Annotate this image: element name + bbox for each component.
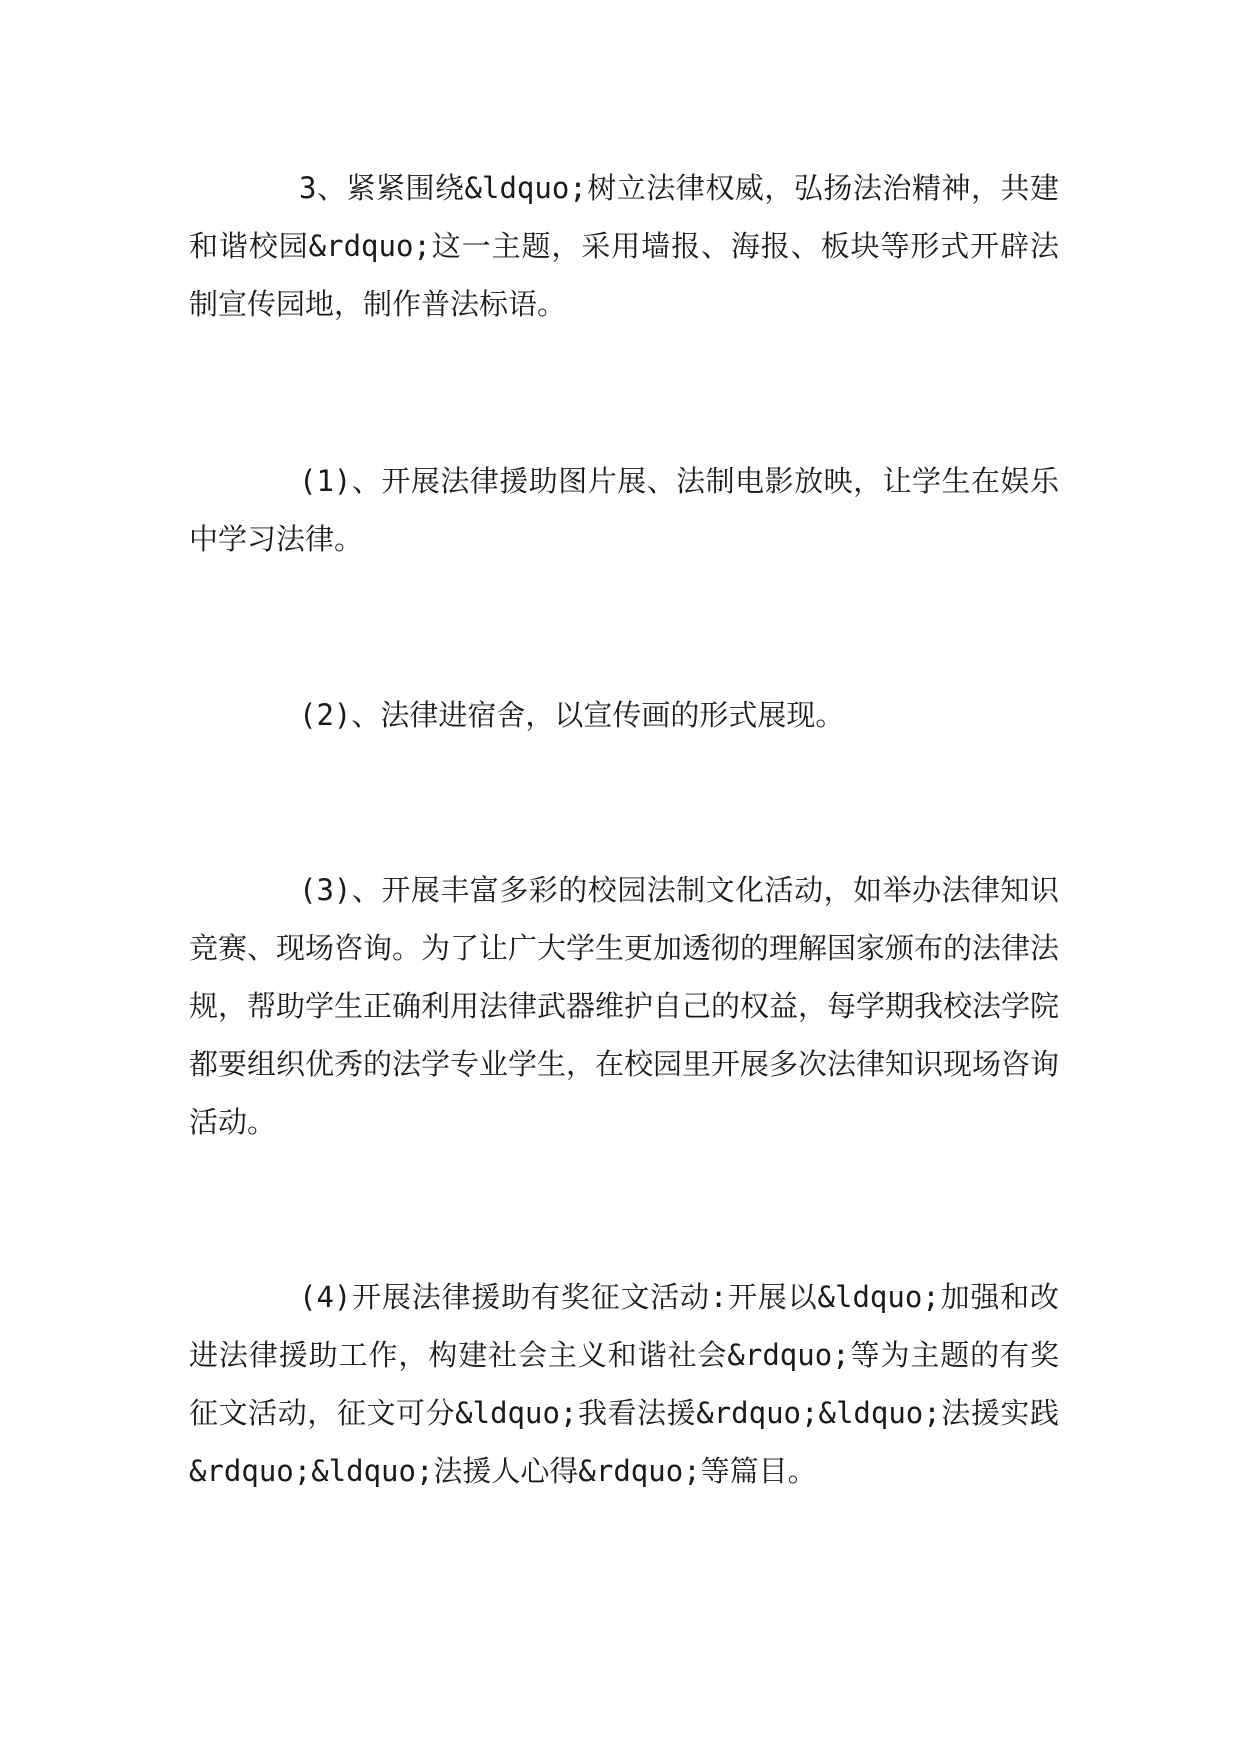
paragraph-item-3: (3)、开展丰富多彩的校园法制文化活动，如举办法律知识竞赛、现场咨询。为了让广大学生更加透彻的理解国家颁布的法律法规，帮助学生正确利用法律武器维护自己的权益，每学期我校法学院都要组织优秀的法学专业学生，在校园里开展多次法律知识现场咨询活动。 [189,873,1060,1139]
paragraph-section-3: 3、紧紧围绕&ldquo;树立法律权威，弘扬法治精神，共建和谐校园&rdquo;这一主题，采用墙报、海报、板块等形式开辟法制宣传园地，制作普法标语。 [189,171,1059,321]
paragraph-item-2: (2)、法律进宿舍，以宣传画的形式展现。 [299,698,845,732]
paragraph-item-4: (4)开展法律援助有奖征文活动:开展以&ldquo;加强和改进法律援助工作，构建社会主义和谐社会&rdquo;等为主题的有奖征文活动，征文可分&ldquo;我看法援&rdquo;&ldquo;法援实践&rdquo;&ldquo;法援人心得&rdquo;等篇目。 [189,1280,1059,1488]
paragraph-item-1: (1)、开展法律援助图片展、法制电影放映，让学生在娱乐中学习法律。 [189,464,1059,556]
